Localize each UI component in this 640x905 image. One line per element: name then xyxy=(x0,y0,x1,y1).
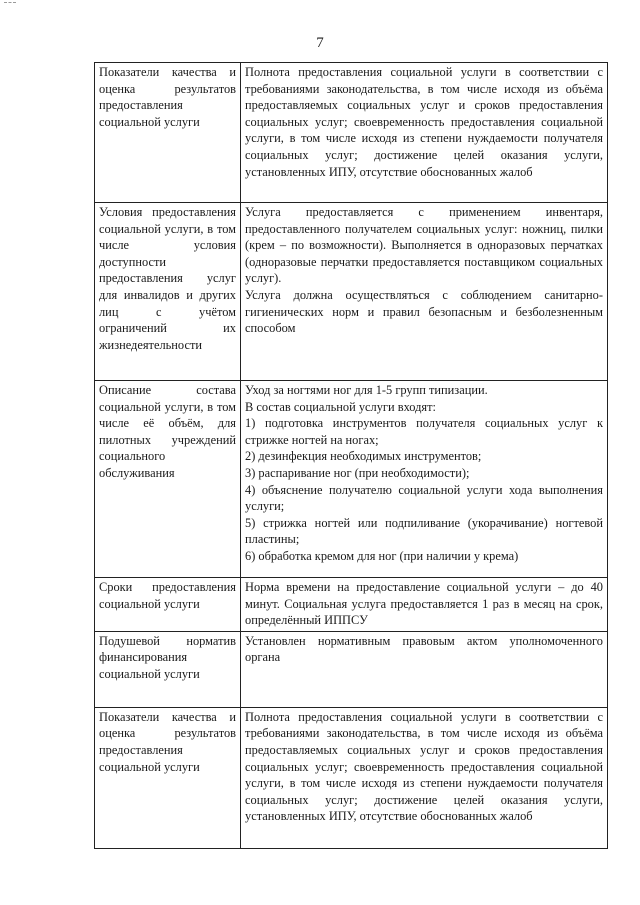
content-line: 4) объяснение получателю социальной услуги хода выполнения услуги; xyxy=(245,482,603,514)
content-paragraph: Установлен нормативным правовым актом уполномоченного органа xyxy=(245,633,603,665)
content-paragraph: Услуга должна осуществляться с соблюдением санитарно-гигиенических норм и правил безопасным и безболезненным способом xyxy=(245,287,603,336)
content-line: 2) дезинфекция необходимых инструментов; xyxy=(245,449,482,464)
content-paragraph: Полнота предоставления социальной услуги в соответствии с требованиями законодательства, в том числе исходя из объёма предоставляемых социальных услуг и сроков предоставления социальных услуг; своевременность предоставления социальной услуги, в том числе исходя из степени нуждаемости получателя социальных услуг; достижение целей оказания услуги, установленных ИПУ, отсутствие обоснованных жалоб xyxy=(245,65,603,179)
row-label: Условия предоставления социальной услуги, в том числе условия доступности предоставления услуг для инвалидов и других лиц с учётом ограничений их жизнедеятельности xyxy=(95,203,241,381)
row-label: Подушевой норматив финансирования социальной услуги xyxy=(95,631,241,707)
service-standard-table xyxy=(94,62,608,849)
row-label: Показатели качества и оценка результатов предоставления социальной услуги xyxy=(95,63,241,203)
row-label: Описание состава социальной услуги, в том числе её объём, для пилотных учреждений социального обслуживания xyxy=(95,381,241,578)
table-row xyxy=(95,203,608,381)
content-line: Уход за ногтями ног для 1-5 групп типизации. xyxy=(245,383,488,397)
row-content xyxy=(241,381,608,578)
table-row xyxy=(95,381,608,578)
content-paragraph: Услуга предоставляется с применением инвентаря, предоставленного получателем социальных услуг: ножниц, пилки (крем – по возможности). Выполняется в одноразовых перчатках (одноразовые перчатки предоставляется поставщиком социальных услуг). xyxy=(245,205,603,286)
row-content xyxy=(241,203,608,381)
row-content xyxy=(241,631,608,707)
content-line: 3) распаривание ног (при необходимости); xyxy=(245,465,470,480)
row-label: Показатели качества и оценка результатов предоставления социальной услуги xyxy=(95,707,241,848)
row-content xyxy=(241,707,608,848)
row-content xyxy=(241,578,608,632)
content-paragraph: Норма времени на предоставление социальной услуги – до 40 минут. Социальная услуга предоставляется 1 раз в месяц на срок, определённый ИППСУ xyxy=(245,580,603,628)
table-row xyxy=(95,63,608,203)
content-line: 6) обработка кремом для ног (при наличии у крема) xyxy=(245,548,519,563)
row-content xyxy=(241,63,608,203)
content-line: В состав социальной услуги входят: xyxy=(245,399,436,414)
table-row xyxy=(95,707,608,848)
content-line: 5) стрижка ногтей или подпиливание (укорачивание) ногтевой пластины; xyxy=(245,515,603,547)
content-line: 1) подготовка инструментов получателя социальных услуг к стрижке ногтей на ногах; xyxy=(245,416,603,447)
table-row xyxy=(95,631,608,707)
content-paragraph: Полнота предоставления социальной услуги в соответствии с требованиями законодательства, в том числе исходя из объёма предоставляемых социальных услуг и сроков предоставления социальных услуг; своевременность предоставления социальной услуги, в том числе исходя из степени нуждаемости получателя социальных услуг; достижение целей оказания услуги, установленных ИПУ, отсутствие обоснованных жалоб xyxy=(245,709,603,824)
scan-corner-mark xyxy=(4,2,16,9)
row-label: Сроки предоставления социальной услуги xyxy=(95,578,241,632)
table-row xyxy=(95,578,608,632)
page-number: 7 xyxy=(316,35,324,51)
